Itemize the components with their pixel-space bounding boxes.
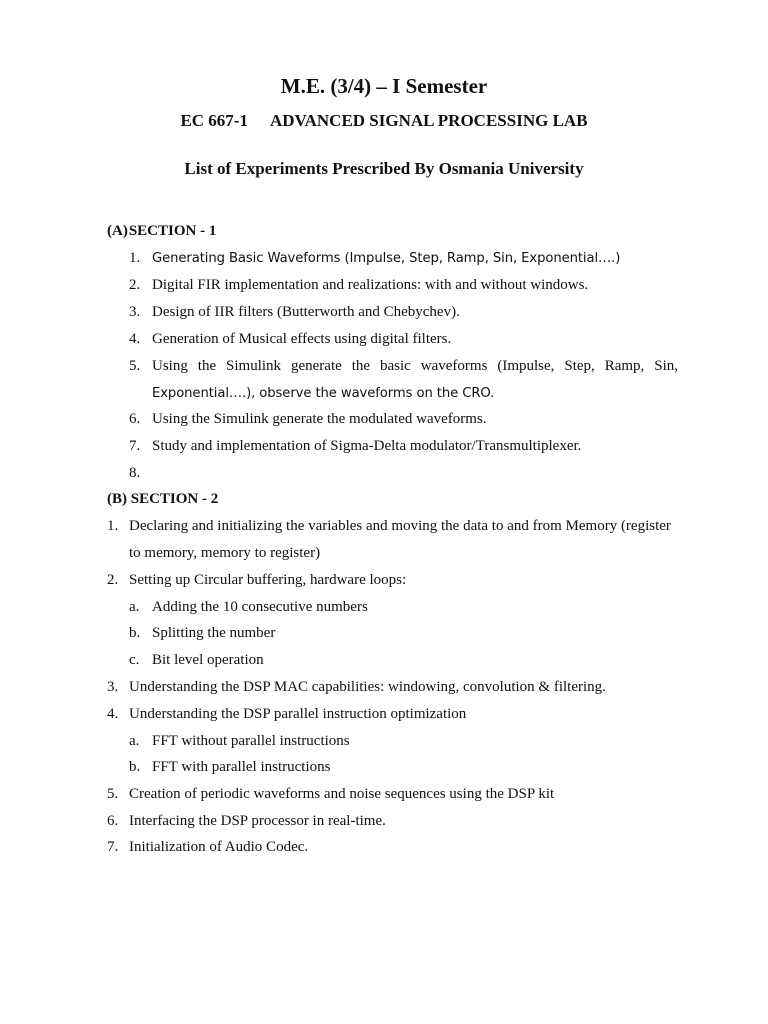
- item-number: 3.: [129, 304, 141, 320]
- item-number: 4.: [107, 706, 119, 722]
- item-number: 1.: [129, 250, 141, 266]
- item-text-continued: Exponential….), observe the waveforms on the CRO.: [152, 386, 495, 401]
- item-text: Design of IIR filters (Butterworth and Chebychev).: [152, 304, 460, 320]
- sub-item-text: Adding the 10 consecutive numbers: [152, 599, 368, 615]
- sub-item-letter: c.: [129, 652, 140, 668]
- item-text: Understanding the DSP parallel instruction optimization: [129, 706, 467, 722]
- item-text: Interfacing the DSP processor in real-time.: [129, 813, 386, 829]
- item-number: 1.: [107, 518, 119, 534]
- list-subtitle: List of Experiments Prescribed By Osmania University: [184, 159, 584, 178]
- course-line: [0, 110, 768, 132]
- page-title: M.E. (3/4) – I Semester: [280, 74, 488, 98]
- item-text: Setting up Circular buffering, hardware loops:: [129, 572, 407, 588]
- sub-item-letter: b.: [129, 625, 141, 641]
- sub-item-text: Splitting the number: [152, 625, 276, 641]
- item-number: 7.: [107, 839, 119, 855]
- section-b-heading: (B) SECTION - 2: [107, 491, 219, 507]
- item-text: Declaring and initializing the variables and moving the data to and from Memory (register: [129, 518, 671, 534]
- sub-item-letter: a.: [129, 733, 140, 749]
- sub-item-text: FFT without parallel instructions: [152, 733, 350, 749]
- sub-item-letter: a.: [129, 599, 140, 615]
- item-text: Digital FIR implementation and realizations: with and without windows.: [152, 277, 589, 293]
- item-number: 2.: [129, 277, 141, 293]
- item-number: 6.: [107, 813, 119, 829]
- course-name: ADVANCED SIGNAL PROCESSING LAB: [269, 111, 588, 130]
- item-number: 8.: [129, 465, 141, 481]
- sub-item-letter: b.: [129, 759, 141, 775]
- item-text: Understanding the DSP MAC capabilities: windowing, convolution & filtering.: [129, 679, 606, 695]
- item-text: Creation of periodic waveforms and noise sequences using the DSP kit: [129, 786, 555, 802]
- item-text: Using the Simulink generate the basic waveforms (Impulse, Step, Ramp, Sin,: [152, 358, 678, 374]
- item-number: 2.: [107, 572, 119, 588]
- item-number: 5.: [107, 786, 119, 802]
- item-text: Initialization of Audio Codec.: [129, 839, 309, 855]
- item-text: Using the Simulink generate the modulated waveforms.: [152, 411, 487, 427]
- item-number: 7.: [129, 438, 141, 454]
- item-text-continued: to memory, memory to register): [129, 545, 321, 561]
- item-number: 3.: [107, 679, 119, 695]
- item-text: Generation of Musical effects using digital filters.: [152, 331, 452, 347]
- item-text: Study and implementation of Sigma-Delta modulator/Transmultiplexer.: [152, 438, 582, 454]
- item-text: Generating Basic Waveforms (Impulse, Step, Ramp, Sin, Exponential….): [152, 251, 621, 266]
- course-code: EC 667-1: [180, 111, 248, 130]
- item-number: 6.: [129, 411, 141, 427]
- sub-item-text: FFT with parallel instructions: [152, 759, 331, 775]
- section-a-title: SECTION - 1: [128, 223, 217, 239]
- sub-item-text: Bit level operation: [152, 652, 264, 668]
- section-a-marker: (A): [107, 223, 128, 239]
- item-number: 5.: [129, 358, 141, 374]
- section-a-heading: [107, 221, 216, 241]
- item-number: 4.: [129, 331, 141, 347]
